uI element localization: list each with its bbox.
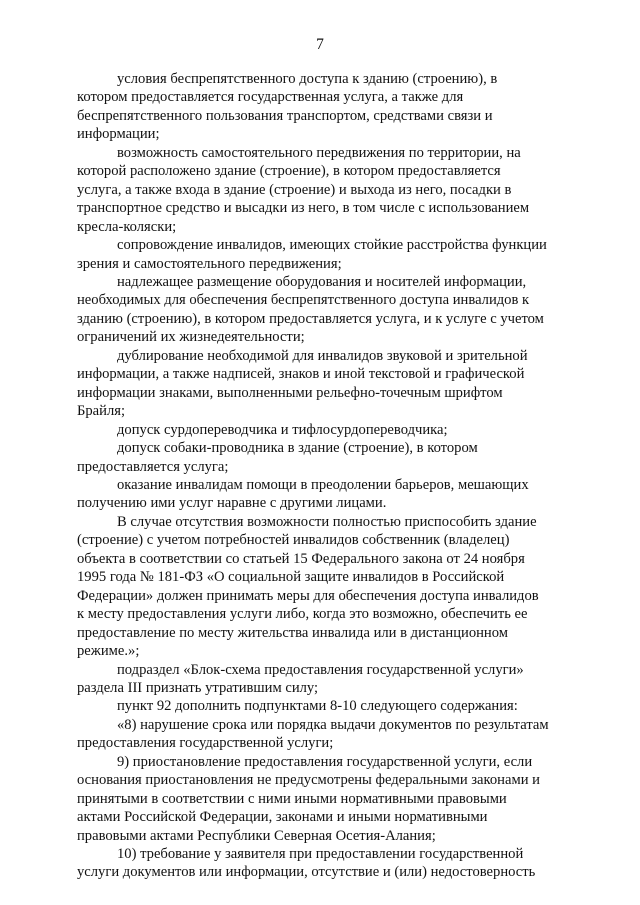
paragraph: возможность самостоятельного передвижения по территории, на которой расположено здание (строение), в котором предоставляется услуга, а также входа в здание (строение) и выхода из него, посадки в транспортное средство и высадки из него, в том числе с использованием кресла-коляски; <box>77 144 530 235</box>
paragraph: пункт 92 дополнить подпунктами 8-10 следующего содержания: <box>117 698 518 715</box>
page-number: 7 <box>316 36 324 53</box>
paragraph: В случае отсутствия возможности полностью приспособить здание (строение) с учетом потребностей инвалидов собственник (владелец) объекта в соответствии со статьей 15 Федерального закона от 24 ноября 1995 года № 181-ФЗ «О социальной защите инвалидов в Российской Федерации» должен принимать меры для обеспечения доступа инвалидов к месту предоставления услуги либо, когда это возможно, обеспечить ее предоставление по месту жительства инвалида или в дистанционном режиме.»; <box>77 513 539 660</box>
paragraph: оказание инвалидам помощи в преодолении барьеров, мешающих получению ими услуг наравне с другими лицами. <box>77 476 529 512</box>
paragraph: 9) приостановление предоставления государственной услуги, если основания приостановления не предусмотрены федеральными законами и принятыми в соответствии с ними иными нормативными правовыми актами Российской Федерации, законами и иными нормативными правовыми актами Республики Северная Осетия-Алания; <box>77 753 540 844</box>
paragraph: 10) требование у заявителя при предоставлении государственной услуги документов или информации, отсутствие и (или) недостоверность <box>77 846 536 881</box>
paragraph: сопровождение инвалидов, имеющих стойкие расстройства функции зрения и самостоятельного передвижения; <box>77 237 547 272</box>
paragraph: подраздел «Блок-схема предоставления государственной услуги» раздела III признать утратившим силу; <box>77 661 524 696</box>
paragraph: допуск собаки-проводника в здание (строение), в котором предоставляется услуга; <box>77 440 478 475</box>
document-body <box>77 70 565 882</box>
paragraph: надлежащее размещение оборудования и носителей информации, необходимых для обеспечения беспрепятственного доступа инвалидов к зданию (строению), в котором предоставляется услуга, и к услуге с учетом ограничений их жизнедеятельности; <box>77 273 544 346</box>
paragraph: дублирование необходимой для инвалидов звуковой и зрительной информации, а также надписей, знаков и иной текстовой и графической информации знаками, выполненными рельефно-точечным шрифтом Брайля; <box>77 347 528 420</box>
paragraph: допуск сурдопереводчика и тифлосурдопереводчика; <box>117 421 448 438</box>
paragraph: условия беспрепятственного доступа к зданию (строению), в котором предоставляется государственная услуга, а также для беспрепятственного пользования транспортом, средствами связи и информации; <box>77 71 498 143</box>
paragraph: «8) нарушение срока или порядка выдачи документов по результатам предоставления государственной услуги; <box>77 716 549 752</box>
